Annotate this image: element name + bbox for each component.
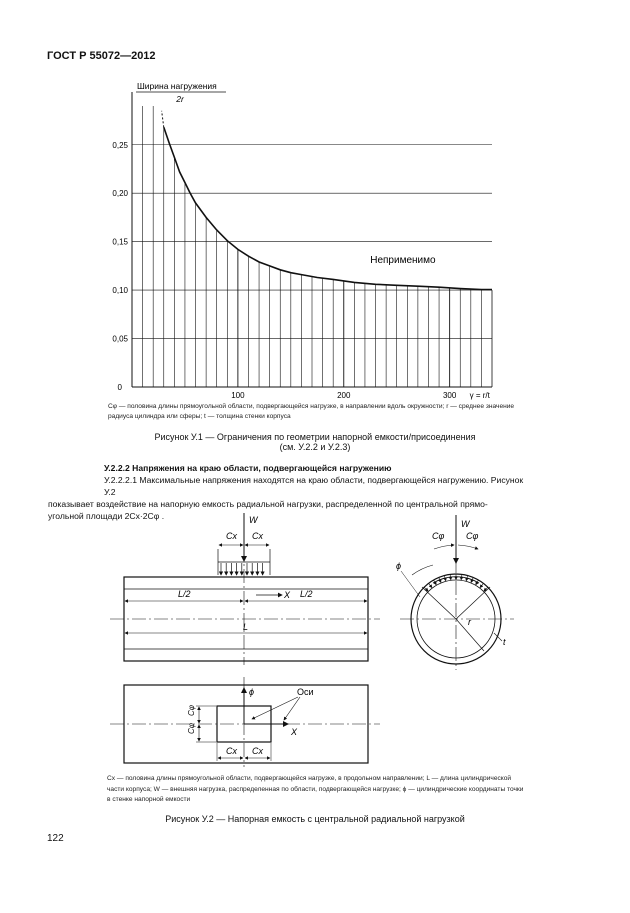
radial-load-arrow bbox=[429, 583, 432, 587]
y-tick-label: 0,20 bbox=[112, 189, 128, 199]
standard-header: ГОСТ Р 55072—2012 bbox=[47, 50, 156, 62]
cx-label-right: Cx bbox=[252, 531, 263, 541]
w-label: W bbox=[249, 515, 258, 525]
cylinder-side-view bbox=[110, 513, 380, 665]
y-axis-variable: 2r bbox=[176, 94, 184, 104]
para-line3: угольной площади 2Cx·2Cφ . bbox=[48, 511, 165, 521]
vessel-figure bbox=[0, 505, 630, 770]
y-tick-label: 0,10 bbox=[112, 286, 128, 296]
cphi-label-right: Cφ bbox=[466, 531, 479, 541]
l-half-right: L/2 bbox=[300, 589, 313, 599]
region-label: Неприменимо bbox=[370, 254, 436, 266]
fig1-caption-line2: (см. У.2.2 и У.2.3) bbox=[279, 442, 351, 452]
limit-curve-line bbox=[164, 127, 492, 289]
r-label: r bbox=[468, 617, 471, 627]
x-tick-label: 100 bbox=[231, 391, 245, 400]
radial-load-arrow bbox=[480, 583, 483, 587]
cylinder-plan-view bbox=[110, 677, 380, 767]
cphi-label-left: Cφ bbox=[432, 531, 445, 541]
x-axis-plan-label: X bbox=[291, 727, 298, 737]
y-axis-title: Ширина нагружения bbox=[137, 81, 217, 91]
l-half-left: L/2 bbox=[178, 589, 191, 599]
radial-load-arrow bbox=[450, 574, 451, 579]
cphi-plan-top: Cφ bbox=[187, 705, 196, 716]
axes-label: Оси bbox=[297, 687, 314, 697]
l-label: L bbox=[243, 622, 249, 632]
x-axis-label: X bbox=[284, 590, 291, 600]
cphi-plan-bottom: Cφ bbox=[187, 723, 196, 734]
fig1-caption bbox=[100, 432, 530, 452]
limit-chart bbox=[100, 78, 540, 408]
fig1-legend: Cφ — половина длины прямоугольной области, подвергающейся нагрузке, в направлении вдоль окружности; r — среднее значение радиуса цилиндра или сферы; t — толщина стенки корпуса bbox=[108, 403, 515, 420]
radial-load-arrow bbox=[461, 574, 462, 579]
curve-dashed-top bbox=[162, 111, 164, 127]
section-heading: У.2.2.2 Напряжения на краю области, подвергающейся нагружению bbox=[104, 463, 392, 473]
x-tick-label: 200 bbox=[337, 391, 351, 400]
w-label-section: W bbox=[461, 519, 470, 529]
para-line1: У.2.2.2.1 Максимальные напряжения находятся на краю области, подвергающейся нагружению. Рисунок У.2 bbox=[104, 475, 524, 497]
page-number: 122 bbox=[47, 833, 64, 844]
cx-label-left: Cx bbox=[226, 531, 237, 541]
fig2-legend: Cx — половина длины прямоугольной области, подвергающейся нагрузке, в продольном направлении; L — длина цилиндрической части корпуса; W — внешняя нагрузка, распределенная по области, подвергающейся нагрузке; ϕ — цилиндрические координаты точки в стенке напорной емкости bbox=[107, 775, 524, 803]
fig1-caption-line1: Рисунок У.1 — Ограничения по геометрии напорной емкости/присоединения bbox=[154, 432, 476, 442]
y-tick-label: 0,15 bbox=[112, 237, 128, 247]
y-tick-label: 0,25 bbox=[112, 140, 128, 150]
phi-axis-label: ϕ bbox=[249, 687, 255, 697]
cx-plan-right: Cx bbox=[252, 746, 263, 756]
origin-label: 0 bbox=[117, 383, 122, 392]
cx-plan-left: Cx bbox=[226, 746, 237, 756]
para-line2: показывает воздействие на напорную емкость радиальной нагрузки, распределенной по центральной прямо- bbox=[48, 499, 488, 509]
x-axis-label: γ = r/t bbox=[469, 391, 490, 400]
fig2-caption: Рисунок У.2 — Напорная емкость с центральной радиальной нагрузкой bbox=[165, 814, 465, 824]
t-label: t bbox=[503, 637, 506, 647]
x-tick-label: 300 bbox=[442, 391, 457, 400]
cylinder-cross-section bbox=[396, 515, 514, 670]
phi-label: ϕ bbox=[396, 561, 402, 571]
y-tick-label: 0,05 bbox=[112, 334, 128, 344]
